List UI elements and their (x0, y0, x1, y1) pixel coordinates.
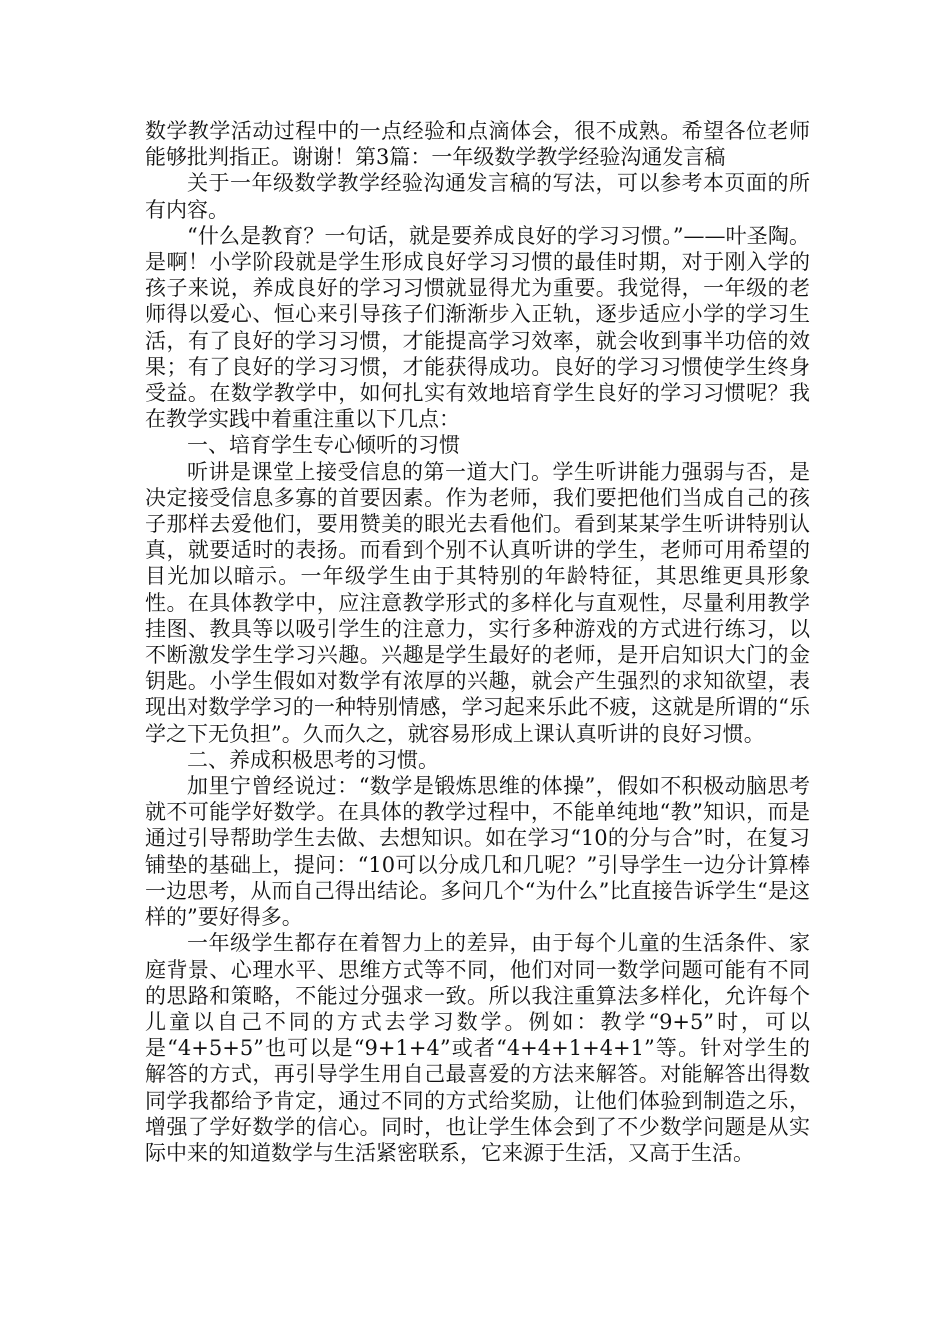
paragraph-intro: 关于一年级数学教学经验沟通发言稿的写法，可以参考本页面的所有内容。 (145, 171, 810, 222)
paragraph-listening: 听讲是课堂上接受信息的第一道大门。学生听讲能力强弱与否，是决定接受信息多寡的首要因素。作为老师，我们要把他们当成自己的孩子那样去爱他们，要用赞美的眼光去看他们。看到某某学生听讲特别认真，就要适时的表扬。而看到个别不认真听讲的学生，老师可用希望的目光加以暗示。一年级学生由于其特别的年龄特征，其思维更具形象性。在具体教学中，应注意教学形式的多样化与直观性，尽量利用教学挂图、教具等以吸引学生的注意力，实行多种游戏的方式进行练习，以不断激发学生学习兴趣。兴趣是学生最好的老师，是开启知识大门的金钥匙。小学生假如对数学有浓厚的兴趣，就会产生强烈的求知欲望，表现出对数学学习的一种特别情感，学习起来乐此不疲，这就是所谓的“乐学之下无负担”。久而久之，就容易形成上课认真听讲的良好习惯。 (145, 459, 810, 746)
paragraph-closing-and-title: 数学教学活动过程中的一点经验和点滴体会，很不成熟。希望各位老师能够批判指正。谢谢！第3篇：一年级数学教学经验沟通发言稿 (145, 119, 810, 170)
paragraph-diversity: 一年级学生都存在着智力上的差异，由于每个儿童的生活条件、家庭背景、心理水平、思维方式等不同，他们对同一数学问题可能有不同的思路和策略，不能过分强求一致。所以我注重算法多样化，允许每个儿童以自己不同的方式去学习数学。例如：教学“9+5”时，可以是“4+5+5”也可以是“9+1+4”或者“4+4+1+4+1”等。针对学生的解答的方式，再引导学生用自己最喜爱的方法来解答。对能解答出得数同学我都给予肯定，通过不同的方式给奖励，让他们体验到制造之乐，增强了学好数学的信心。同时，也让学生体会到了不少数学问题是从实际中来的知道数学与生活紧密联系，它来源于生活，又高于生活。 (145, 931, 810, 1165)
paragraph-quote: “什么是教育？一句话，就是要养成良好的学习习惯。”——叶圣陶。是啊！小学阶段就是学生形成良好学习习惯的最佳时期，对于刚入学的孩子来说，养成良好的学习习惯就显得尤为重要。我觉得，一年级的老师得以爱心、恒心来引导孩子们渐渐步入正轨，逐步适应小学的学习生活，有了良好的学习习惯，才能提高学习效率，就会收到事半功倍的效果；有了良好的学习习惯，才能获得成功。良好的学习习惯使学生终身受益。在数学教学中，如何扎实有效地培育学生良好的学习习惯呢？我在教学实践中着重注重以下几点： (145, 223, 810, 432)
document-page (145, 118, 810, 1166)
paragraph-thinking: 加里宁曾经说过：“数学是锻炼思维的体操”，假如不积极动脑思考就不可能学好数学。在具体的教学过程中，不能单纯地“教”知识，而是通过引导帮助学生去做、去想知识。如在学习“10的分与合”时，在复习铺垫的基础上，提问：“10可以分成几和几呢？”引导学生一边分计算棒一边思考，从而自己得出结论。多问几个“为什么”比直接告诉学生“是这样的”要好得多。 (145, 774, 810, 930)
section-heading-listening: 一、培育学生专心倾听的习惯 (187, 433, 460, 458)
section-heading-thinking: 二、养成积极思考的习惯。 (187, 747, 439, 772)
